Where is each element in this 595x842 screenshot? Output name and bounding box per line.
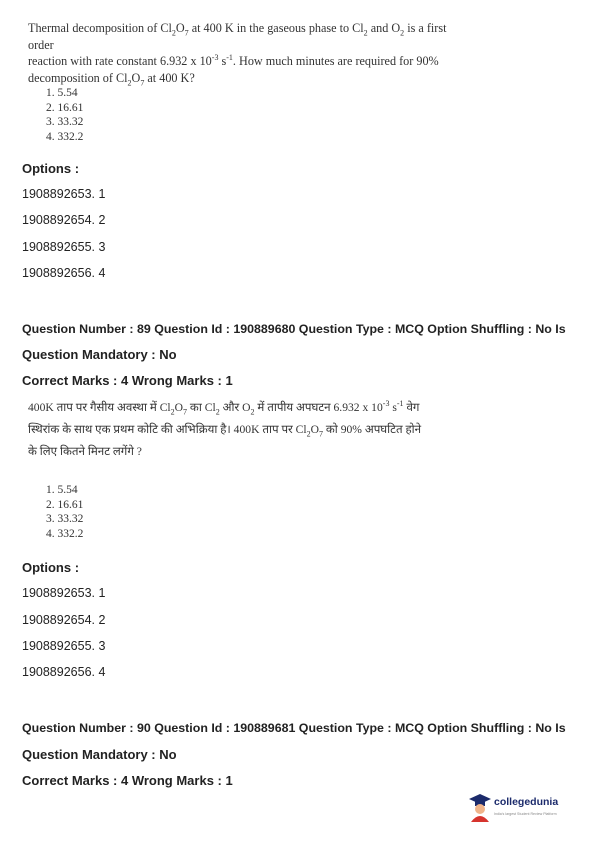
q88-stem [28,20,448,86]
choice-item: 2. 16.61 [46,498,84,511]
q89-header: Question Number : 89 Question Id : 190889680 Question Type : MCQ Option Shuffling : No Is [22,322,566,336]
choice-item: 2. 16.61 [46,101,84,114]
choice-item: 4. 332.2 [46,130,84,143]
q90-header: Question Number : 90 Question Id : 190889681 Question Type : MCQ Option Shuffling : No Is [22,721,566,735]
q88-stem-line-2: reaction with rate constant 6.932 x $10^{-3}$ $s^{-1}$. How much minutes are required for 90% [28,52,439,68]
option-id: 1908892654. 2 [22,213,106,227]
q89-stem [28,397,468,463]
logo-tagline: India's largest Student Review Platform [494,812,557,816]
graduate-icon [468,792,492,822]
option-id: 1908892656. 4 [22,665,106,679]
q88-options-label: Options : [22,161,80,176]
q89-choices [46,483,83,541]
q89-stem-line-1: 400K ताप पर गैसीय अवस्था में $Cl_2O_7$ का $Cl_2$ और $O_2$ में तापीय अपघटन 6.932 x $10^{-3}$ $s^{-1}$ वेग [28,399,420,417]
choice-item: 3. 33.32 [46,513,84,526]
choice-item: 1. 5.54 [46,484,78,496]
q89-mandatory: Question Mandatory : No [22,347,177,362]
choice-item: 4. 332.2 [46,527,84,540]
q88-choices [46,86,83,144]
q89-stem-line-2: स्थिरांक के साथ एक प्रथम कोटि की अभिक्रिया है। 400K ताप पर $Cl_2O_7$ को 90% अपघटित होने [28,423,422,439]
logo-name: collegedunia [494,796,559,808]
choice-item: 1. 5.54 [46,87,78,99]
choice-item: 3. 33.32 [46,116,84,129]
q88-stem-line-1: Thermal decomposition of $Cl_2O_7$ at 400 K in the gaseous phase to $Cl_2$ and $O_2$ is a first order [28,21,447,52]
q90-marks: Correct Marks : 4 Wrong Marks : 1 [22,773,233,788]
q89-options-label: Options : [22,560,80,575]
option-id: 1908892653. 1 [22,586,106,600]
q88-stem-line-3: decomposition of $Cl_2O_7$ at 400 K? [28,70,195,87]
q89-marks: Correct Marks : 4 Wrong Marks : 1 [22,373,233,388]
q89-stem-line-3: के लिए कितने मिनट लगेंगे ? [28,445,142,458]
collegedunia-logo [468,790,578,824]
option-id: 1908892656. 4 [22,266,106,280]
option-id: 1908892655. 3 [22,240,106,254]
option-id: 1908892653. 1 [22,187,106,201]
q90-mandatory: Question Mandatory : No [22,747,177,762]
option-id: 1908892654. 2 [22,613,106,627]
option-id: 1908892655. 3 [22,639,106,653]
